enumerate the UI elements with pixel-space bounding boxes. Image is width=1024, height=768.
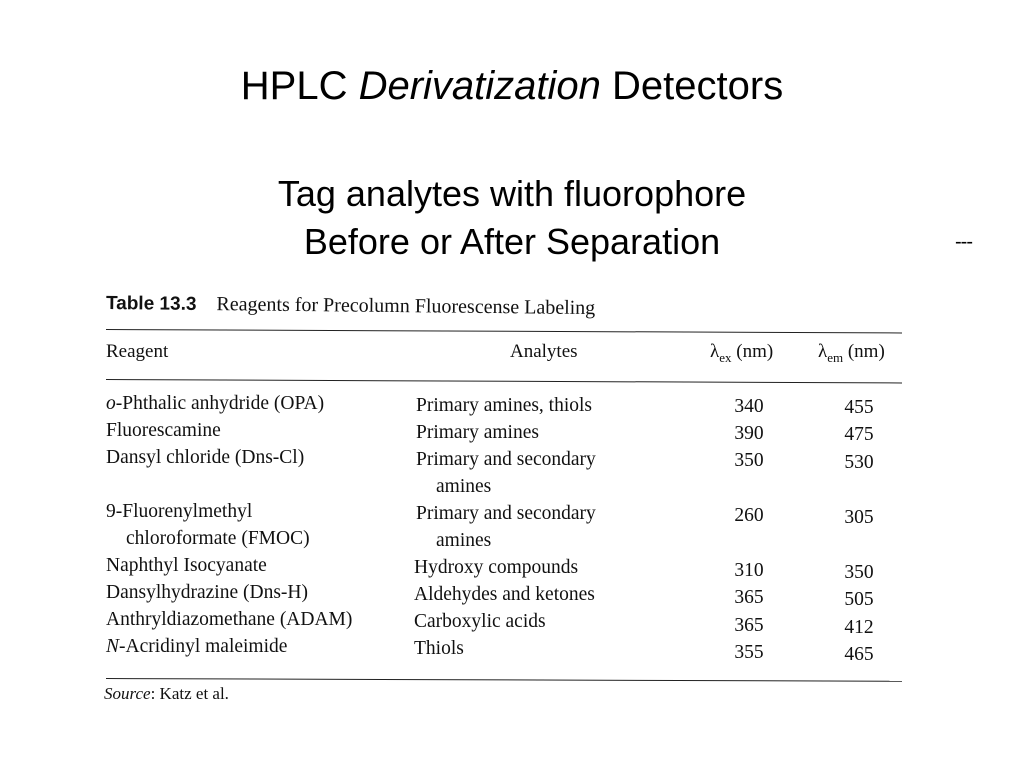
- stray-mark: ---: [955, 231, 972, 253]
- table-caption: [106, 290, 596, 322]
- row-7-analytes: Carboxylic acids: [414, 611, 546, 632]
- row-4-ex: 260: [734, 505, 764, 526]
- header-lambda-ex-sub: ex: [719, 349, 732, 365]
- row-2-em: 475: [844, 424, 874, 445]
- header-lambda-ex: [710, 340, 773, 370]
- row-3-reagent: Dansyl chloride (Dns-Cl): [106, 447, 305, 468]
- header-lambda-em-unit: (nm): [843, 341, 885, 362]
- source-text: : Katz et al.: [150, 684, 229, 703]
- row-4-reagent-cont: chloroformate (FMOC): [126, 528, 310, 549]
- table-top-rule: [106, 329, 902, 333]
- row-1-em: 455: [844, 397, 874, 418]
- row-8-reagent-prefix: N: [106, 636, 120, 657]
- row-8-em: 465: [844, 644, 874, 665]
- row-3-analytes: Primary and secondary: [416, 449, 596, 470]
- row-1-reagent-name: -Phthalic anhydride (OPA): [115, 393, 325, 414]
- scanned-table: [96, 284, 916, 714]
- row-6-em: 505: [844, 589, 874, 610]
- row-4-analytes-cont: amines: [436, 530, 492, 551]
- header-reagent: Reagent: [106, 341, 169, 362]
- title-derivatization: Derivatization: [358, 64, 601, 108]
- row-5-analytes: Hydroxy compounds: [414, 557, 579, 578]
- title-hplc: HPLC: [240, 64, 348, 108]
- row-3-em: 530: [844, 452, 874, 473]
- title-detectors: Detectors: [612, 64, 784, 108]
- row-7-ex: 365: [734, 615, 764, 636]
- row-6-ex: 365: [734, 587, 764, 608]
- row-6-reagent: Dansylhydrazine (Dns-H): [106, 582, 308, 603]
- row-5-ex: 310: [734, 560, 764, 581]
- subtitle-line-1: Tag analytes with fluorophore: [277, 173, 747, 214]
- table-caption-text: Reagents for Precolumn Fluorescense Labeling: [216, 293, 596, 320]
- header-lambda-em-sub: em: [827, 349, 844, 365]
- row-3-analytes-cont: amines: [436, 476, 492, 497]
- row-1-reagent: [106, 390, 324, 417]
- table-number: Table 13.3: [105, 293, 197, 315]
- row-7-reagent: Anthryldiazomethane (ADAM): [106, 609, 353, 630]
- row-5-em: 350: [844, 562, 874, 583]
- row-4-reagent: 9-Fluorenylmethyl: [106, 501, 253, 522]
- row-1-ex: 340: [734, 396, 764, 417]
- row-7-em: 412: [844, 617, 874, 638]
- header-lambda-em: [818, 340, 885, 370]
- header-lambda-ex-symbol: λ: [710, 341, 720, 362]
- row-2-analytes: Primary amines: [416, 422, 539, 443]
- row-6-analytes: Aldehydes and ketones: [414, 584, 595, 605]
- header-lambda-ex-unit: (nm): [731, 341, 774, 362]
- row-4-em: 305: [844, 507, 874, 528]
- row-4-analytes: Primary and secondary: [416, 503, 596, 524]
- row-2-ex: 390: [734, 423, 764, 444]
- row-8-reagent: [106, 633, 287, 660]
- table-header-rule: [106, 379, 902, 383]
- row-5-reagent: Naphthyl Isocyanate: [106, 555, 267, 576]
- row-1-reagent-prefix: o: [106, 393, 116, 414]
- row-1-analytes: Primary amines, thiols: [416, 395, 593, 416]
- header-analytes: Analytes: [510, 341, 578, 362]
- row-8-reagent-name: -Acridinyl maleimide: [119, 636, 288, 657]
- row-8-ex: 355: [734, 642, 764, 663]
- source-label: Source: [104, 684, 151, 703]
- row-2-reagent: Fluorescamine: [106, 420, 221, 441]
- row-3-ex: 350: [734, 450, 764, 471]
- header-lambda-em-symbol: λ: [818, 341, 828, 362]
- table-source: [104, 682, 229, 706]
- row-8-analytes: Thiols: [414, 638, 464, 659]
- subtitle-line-2: Before or After Separation: [303, 221, 721, 262]
- slide-title: [0, 62, 1024, 110]
